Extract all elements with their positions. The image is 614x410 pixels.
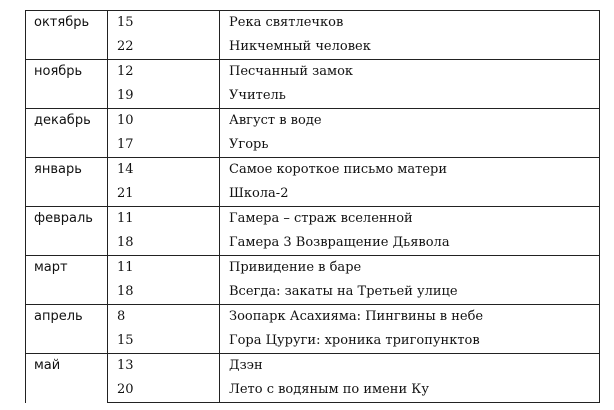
day-cell: 11 — [108, 256, 220, 281]
month-cell: ноябрь — [26, 60, 108, 109]
day-cell: 18 — [108, 231, 220, 256]
table-row — [26, 158, 600, 183]
month-cell: февраль — [26, 207, 108, 256]
month-cell: январь — [26, 158, 108, 207]
day-cell: 22 — [108, 35, 220, 60]
month-cell: октябрь — [26, 11, 108, 60]
table-row — [26, 60, 600, 85]
table-row — [26, 231, 600, 256]
film-title-cell: Река святлечков — [220, 11, 600, 36]
month-cell: декабрь — [26, 109, 108, 158]
film-title-cell: Самое короткое письмо матери — [220, 158, 600, 183]
day-cell: 10 — [108, 109, 220, 134]
day-cell: 19 — [108, 84, 220, 109]
table-row — [26, 84, 600, 109]
film-title-cell: Гора Цуруги: хроника тригопунктов — [220, 329, 600, 354]
day-cell: 17 — [108, 133, 220, 158]
table-row — [26, 378, 600, 403]
film-title-cell: Привидение в баре — [220, 256, 600, 281]
day-cell: 15 — [108, 11, 220, 36]
film-title-cell: Август в воде — [220, 109, 600, 134]
table-row — [26, 280, 600, 305]
film-title-cell: Учитель — [220, 84, 600, 109]
table-row — [26, 354, 600, 379]
day-cell: 15 — [108, 329, 220, 354]
day-cell: 18 — [108, 280, 220, 305]
film-title-cell: Угорь — [220, 133, 600, 158]
schedule-table — [25, 10, 600, 403]
table-row — [26, 256, 600, 281]
table-row — [26, 35, 600, 60]
day-cell: 12 — [108, 60, 220, 85]
table-row — [26, 182, 600, 207]
film-title-cell: Школа-2 — [220, 182, 600, 207]
day-cell: 8 — [108, 305, 220, 330]
film-title-cell: Никчемный человек — [220, 35, 600, 60]
table-row — [26, 207, 600, 232]
film-title-cell: Лето с водяным по имени Ку — [220, 378, 600, 403]
table-row — [26, 11, 600, 36]
day-cell: 14 — [108, 158, 220, 183]
day-cell: 21 — [108, 182, 220, 207]
day-cell: 20 — [108, 378, 220, 403]
month-cell: апрель — [26, 305, 108, 354]
film-title-cell: Дзэн — [220, 354, 600, 379]
table-row — [26, 329, 600, 354]
day-cell: 13 — [108, 354, 220, 379]
table-row — [26, 133, 600, 158]
schedule-body — [26, 11, 600, 403]
film-title-cell: Песчанный замок — [220, 60, 600, 85]
table-row — [26, 305, 600, 330]
film-title-cell: Гамера 3 Возвращение Дьявола — [220, 231, 600, 256]
film-title-cell: Зоопарк Асахияма: Пингвины в небе — [220, 305, 600, 330]
film-title-cell: Всегда: закаты на Третьей улице — [220, 280, 600, 305]
day-cell: 11 — [108, 207, 220, 232]
film-title-cell: Гамера – страж вселенной — [220, 207, 600, 232]
month-cell: май — [26, 354, 108, 403]
table-row — [26, 109, 600, 134]
month-cell: март — [26, 256, 108, 305]
